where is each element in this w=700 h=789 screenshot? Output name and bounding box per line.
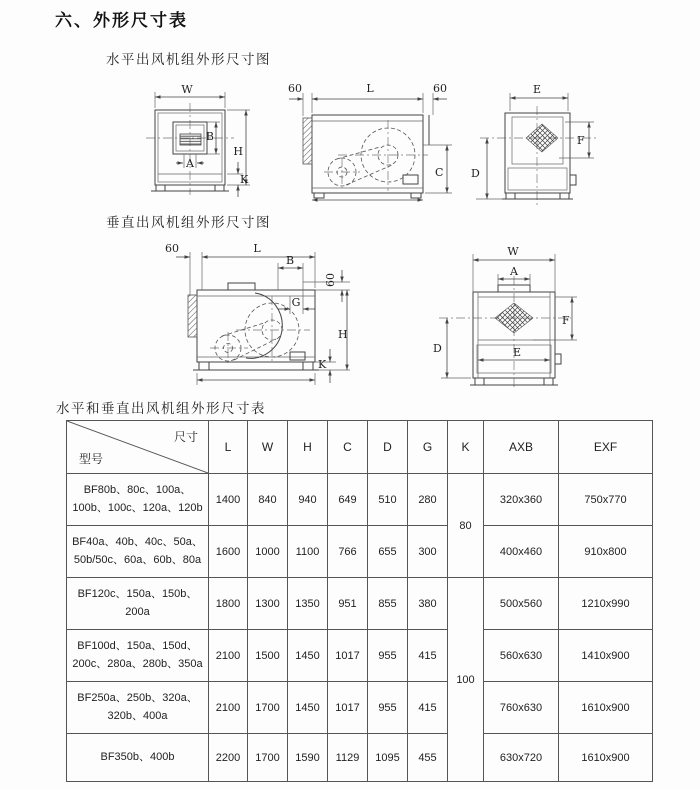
horizontal-side-view-drawing <box>280 78 470 205</box>
page-title: 六、外形尺寸表 <box>55 11 188 30</box>
value-cell: 760x630 <box>484 682 559 734</box>
value-cell: 2100 <box>209 682 248 734</box>
model-cell: BF80b、80c、100a、100b、100c、120a、120b <box>67 474 209 526</box>
model-cell: BF100d、150a、150d、200c、280a、280b、350a <box>67 630 209 682</box>
dim-label-h: H <box>233 145 243 158</box>
inlet-grille-hatch <box>188 295 197 337</box>
volute-scroll <box>246 293 282 358</box>
col-header-c: C <box>328 421 368 474</box>
model-cell: BF40a、40b、40c、50a、50b/50c、60a、60b、80a <box>67 526 209 578</box>
dim-label-60-right: 60 <box>433 82 447 95</box>
dim-label-w: W <box>507 245 519 258</box>
vertical-back-view-drawing <box>425 240 605 392</box>
dimensions-table <box>66 420 653 782</box>
grille-hatch <box>180 134 201 145</box>
table-section-title: 水平和垂直出风机组外形尺寸表 <box>56 401 266 416</box>
value-cell: 1400 <box>209 474 248 526</box>
table-row <box>67 526 653 578</box>
value-cell: 560x630 <box>484 630 559 682</box>
value-cell: 910x800 <box>559 526 653 578</box>
dim-label-k: K <box>318 358 327 371</box>
fan-inlet-mesh <box>495 303 533 333</box>
value-cell: 2100 <box>209 630 248 682</box>
dim-label-w: W <box>181 83 193 96</box>
dim-label-k: K <box>240 173 249 186</box>
value-cell: 855 <box>368 578 408 630</box>
cabinet-outline <box>502 113 576 199</box>
vertical-section-title: 垂直出风机组外形尺寸图 <box>106 215 271 230</box>
value-cell: 1800 <box>209 578 248 630</box>
model-cell: BF350b、400b <box>67 734 209 782</box>
value-cell: 951 <box>328 578 368 630</box>
col-header-h: H <box>288 421 328 474</box>
table-row <box>67 474 653 526</box>
dim-label-b: B <box>205 130 214 143</box>
col-header-k: K <box>448 421 484 474</box>
k-merged-cell: 100 <box>448 578 484 782</box>
cabinet-outline <box>303 115 429 198</box>
value-cell: 766 <box>328 526 368 578</box>
dim-label-e: E <box>532 83 542 96</box>
table-row <box>67 734 653 782</box>
dim-label-a: A <box>510 265 518 278</box>
value-cell: 1210x990 <box>559 578 653 630</box>
table-header-row <box>67 421 653 474</box>
value-cell: 380 <box>408 578 448 630</box>
horizontal-section-title: 水平出风机组外形尺寸图 <box>106 52 271 67</box>
value-cell: 280 <box>408 474 448 526</box>
inlet-grille-hatch <box>303 118 312 164</box>
value-cell: 1590 <box>288 734 328 782</box>
value-cell: 415 <box>408 682 448 734</box>
value-cell: 500x560 <box>484 578 559 630</box>
value-cell: 1350 <box>288 578 328 630</box>
dim-label-g: G <box>291 296 301 309</box>
value-cell: 955 <box>368 682 408 734</box>
value-cell: 1410x900 <box>559 630 653 682</box>
value-cell: 649 <box>328 474 368 526</box>
value-cell: 655 <box>368 526 408 578</box>
dim-label-b: B <box>285 254 295 267</box>
table-row <box>67 630 653 682</box>
value-cell: 1100 <box>288 526 328 578</box>
dim-label-l: L <box>253 242 261 255</box>
table-row <box>67 578 653 630</box>
model-cell: BF250a、250b、320a、320b、400a <box>67 682 209 734</box>
corner-header-cell <box>67 421 209 474</box>
cabinet-outline <box>470 285 561 385</box>
dim-label-60-left: 60 <box>288 82 302 95</box>
value-cell: 400x460 <box>484 526 559 578</box>
horizontal-front-view-drawing <box>140 78 260 200</box>
model-cell: BF120c、150a、150b、200a <box>67 578 209 630</box>
value-cell: 1300 <box>248 578 288 630</box>
value-cell: 1095 <box>368 734 408 782</box>
value-cell: 1610x900 <box>559 734 653 782</box>
value-cell: 1700 <box>248 682 288 734</box>
centerlines <box>146 103 234 195</box>
dimensions <box>155 83 250 197</box>
value-cell: 455 <box>408 734 448 782</box>
dimensions <box>288 82 452 200</box>
dim-label-f: F <box>577 134 585 147</box>
dim-label-l: L <box>366 82 374 95</box>
value-cell: 1000 <box>248 526 288 578</box>
col-header-w: W <box>248 421 288 474</box>
dim-label-c: C <box>435 166 444 179</box>
value-cell: 1600 <box>209 526 248 578</box>
value-cell: 2200 <box>209 734 248 782</box>
value-cell: 840 <box>248 474 288 526</box>
value-cell: 940 <box>288 474 328 526</box>
horizontal-back-view-drawing <box>460 78 600 215</box>
dim-label-60-left: 60 <box>165 242 179 255</box>
col-header-axb: AXB <box>484 421 559 474</box>
fan-inlet-mesh <box>526 124 558 152</box>
dim-label-h: H <box>338 328 348 341</box>
col-header-g: G <box>408 421 448 474</box>
vertical-side-view-drawing <box>160 240 360 390</box>
dim-label-60-top: 60 <box>324 273 337 287</box>
value-cell: 320x360 <box>484 474 559 526</box>
table-row <box>67 682 653 734</box>
value-cell: 1610x900 <box>559 682 653 734</box>
value-cell: 1700 <box>248 734 288 782</box>
value-cell: 1450 <box>288 682 328 734</box>
dim-label-d: D <box>433 342 442 355</box>
impeller-and-motor <box>328 128 415 186</box>
k-merged-cell: 80 <box>448 474 484 578</box>
col-header-l: L <box>209 421 248 474</box>
dim-label-f: F <box>562 314 570 327</box>
impeller-and-motor <box>215 303 299 361</box>
value-cell: 510 <box>368 474 408 526</box>
value-cell: 1500 <box>248 630 288 682</box>
value-cell: 1129 <box>328 734 368 782</box>
dim-label-e: E <box>512 346 522 359</box>
value-cell: 1450 <box>288 630 328 682</box>
col-header-exf: EXF <box>559 421 653 474</box>
value-cell: 300 <box>408 526 448 578</box>
dim-label-a: A <box>186 157 194 170</box>
dim-label-d: D <box>471 167 480 180</box>
value-cell: 630x720 <box>484 734 559 782</box>
value-cell: 1017 <box>328 630 368 682</box>
value-cell: 415 <box>408 630 448 682</box>
value-cell: 1017 <box>328 682 368 734</box>
value-cell: 955 <box>368 630 408 682</box>
corner-label-size: 尺寸 <box>173 430 198 444</box>
value-cell: 750x770 <box>559 474 653 526</box>
col-header-d: D <box>368 421 408 474</box>
corner-label-model: 型号 <box>79 452 104 466</box>
